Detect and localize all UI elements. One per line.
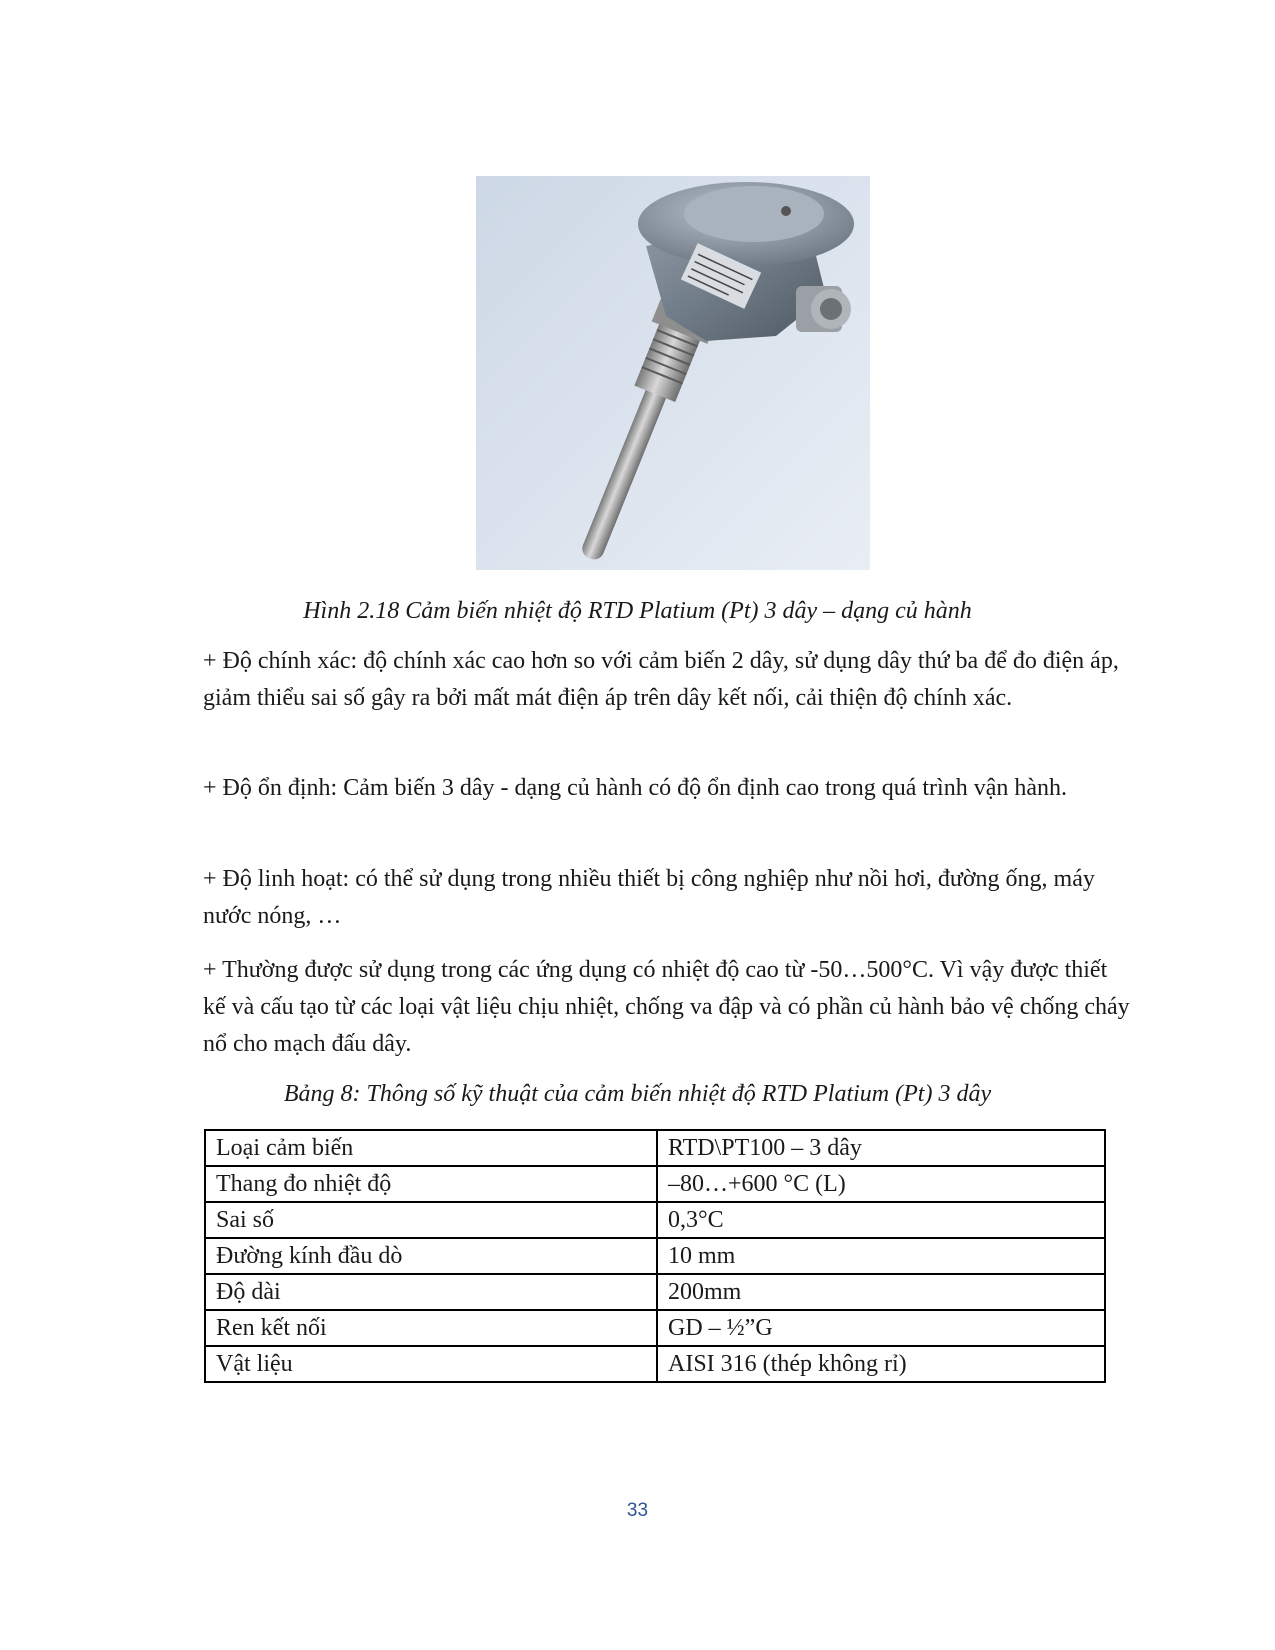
paragraph-flexibility: + Độ linh hoạt: có thể sử dụng trong nhiều thiết bị công nghiệp như nồi hơi, đường ống, máy nước nóng, … bbox=[203, 866, 1095, 929]
paragraph-applications: + Thường được sử dụng trong các ứng dụng có nhiệt độ cao từ -50…500°C. Vì vậy được thiết kế và cấu tạo từ các loại vật liệu chịu nhiệt, chống va đập và có phần củ hành bảo vệ chống cháy nổ cho mạch đấu dây. bbox=[203, 957, 1130, 1057]
figure-caption: Hình 2.18 Cảm biến nhiệt độ RTD Platium (Pt) 3 dây – dạng củ hành bbox=[303, 598, 972, 624]
table-row bbox=[205, 1346, 1105, 1382]
page-number: 33 bbox=[626, 1500, 649, 1521]
spec-value: GD – ½”G bbox=[657, 1310, 1105, 1346]
spec-value: –80…+600 °C (L) bbox=[657, 1166, 1105, 1202]
spec-value: RTD\PT100 – 3 dây bbox=[657, 1130, 1105, 1166]
paragraph-accuracy: + Độ chính xác: độ chính xác cao hơn so với cảm biến 2 dây, sử dụng dây thứ ba để đo điện áp, giảm thiểu sai số gây ra bởi mất mát điện áp trên dây kết nối, cải thiện độ chính xác. bbox=[203, 648, 1119, 711]
paragraph-stability: + Độ ổn định: Cảm biến 3 dây - dạng củ hành có độ ổn định cao trong quá trình vận hành. bbox=[203, 775, 1068, 801]
table-caption: Bảng 8: Thông số kỹ thuật của cảm biến nhiệt độ RTD Platium (Pt) 3 dây bbox=[283, 1081, 992, 1107]
spec-value: 200mm bbox=[657, 1274, 1105, 1310]
table-row bbox=[205, 1310, 1105, 1346]
spec-label: Độ dài bbox=[205, 1274, 657, 1310]
spec-value: 0,3°C bbox=[657, 1202, 1105, 1238]
spec-label: Ren kết nối bbox=[205, 1310, 657, 1346]
spec-value: 10 mm bbox=[657, 1238, 1105, 1274]
table-row bbox=[205, 1238, 1105, 1274]
spec-label: Vật liệu bbox=[205, 1346, 657, 1382]
spec-label: Thang đo nhiệt độ bbox=[205, 1166, 657, 1202]
table-row bbox=[205, 1274, 1105, 1310]
product-photo-rtd-sensor bbox=[476, 176, 870, 570]
spec-label: Loại cảm biến bbox=[205, 1130, 657, 1166]
spec-label: Sai số bbox=[205, 1202, 657, 1238]
spec-table bbox=[204, 1129, 1106, 1383]
spec-value: AISI 316 (thép không rỉ) bbox=[657, 1346, 1105, 1382]
table-row bbox=[205, 1130, 1105, 1166]
table-row bbox=[205, 1166, 1105, 1202]
spec-label: Đường kính đầu dò bbox=[205, 1238, 657, 1274]
table-row bbox=[205, 1202, 1105, 1238]
